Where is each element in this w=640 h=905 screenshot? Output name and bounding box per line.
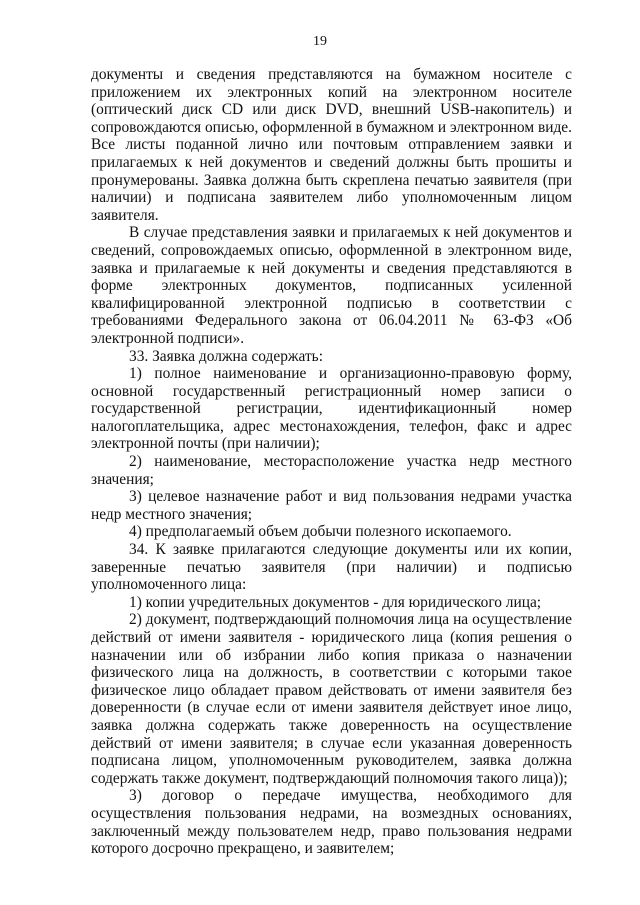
clause-34-item-1: 1) копии учредительных документов - для юридического лица; xyxy=(129,593,542,611)
clause-34-heading: 34. К заявке прилагаются следующие документы или их копии, заверенные печатью заявителя (при наличии) и подписью уполномоченного лица: xyxy=(91,541,572,594)
clause-33-item-1: 1) полное наименование и организационно-правовую форму, основной государственный регистрационный номер записи о государственной регистрации, идентификационный номер налогоплательщика, адрес местонахождения, телефон, факс и адрес электронной почты (при наличии); xyxy=(91,365,572,453)
document-body xyxy=(91,66,572,858)
clause-33-item-2: 2) наименование, месторасположение участка недр местного значения; xyxy=(91,453,572,488)
paragraph-continuation: документы и сведения представляются на бумажном носителе с приложением их электронных копий на электронном носителе (оптический диск CD или диск DVD, внешний USB-накопитель) и сопровождаются описью, оформленной в бумажном и электронном виде. Все листы поданной лично или почтовым отправлением заявки и прилагаемых к ней документов и сведений должны быть прошиты и пронумерованы. Заявка должна быть скреплена печатью заявителя (при наличии) и подписана заявителем либо уполномоченным лицом заявителя. xyxy=(91,66,572,224)
clause-33-heading: 33. Заявка должна содержать: xyxy=(129,347,323,365)
clause-33-item-3: 3) целевое назначение работ и вид пользования недрами участка недр местного значения; xyxy=(91,488,572,523)
paragraph-electronic-submission: В случае представления заявки и прилагаемых к ней документов и сведений, сопровождаемых описью, оформленной в электронном виде, заявка и прилагаемые к ней документы и сведения представляются в форме электронных документов, подписанных усиленной квалифицированной электронной подписью в соответствии с требованиями Федерального закона от 06.04.2011 № 63-ФЗ «Об электронной подписи». xyxy=(91,224,572,347)
clause-33-item-4: 4) предполагаемый объем добычи полезного ископаемого. xyxy=(129,523,512,541)
clause-34-item-2: 2) документ, подтверждающий полномочия лица на осуществление действий от имени заявителя - юридического лица (копия решения о назначении или об избрании либо копия приказа о назначении физического лица на должность, в соответствии с которыми такое физическое лицо обладает правом действовать от имени заявителя без доверенности (в случае если от имени заявителя действует иное лицо, заявка должна содержать также доверенность на осуществление действий от имени заявителя; в случае если указанная доверенность подписана лицом, уполномоченным руководителем, заявка должна содержать также документ, подтверждающий полномочия такого лица)); xyxy=(91,611,572,787)
clause-34-item-3: 3) договор о передаче имущества, необходимого для осуществления пользования недрами, на возмездных основаниях, заключенный между пользователем недр, право пользования недрами которого досрочно прекращено, и заявителем; xyxy=(91,787,572,858)
page-number: 19 xyxy=(313,34,327,49)
